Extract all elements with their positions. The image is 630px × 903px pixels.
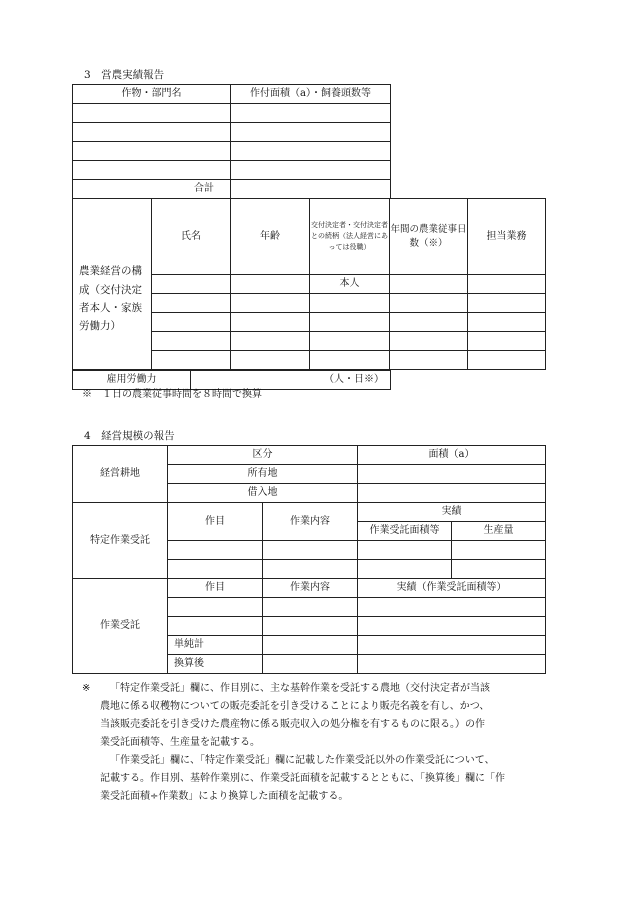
simple-total-label: 単純計 (168, 636, 263, 655)
self-label: 本人 (310, 275, 390, 294)
total-area-cell[interactable] (231, 180, 391, 199)
composition-table (72, 198, 546, 370)
note-mark: ※ (82, 683, 91, 694)
production-label: 生産量 (452, 522, 546, 541)
simple-total-cell[interactable] (358, 636, 546, 655)
col-relation: 交付決定者・交付決定者との続柄（法人経営にあっては役職） (310, 199, 390, 275)
member-name-cell[interactable] (152, 275, 231, 294)
crop-name-cell[interactable] (73, 123, 231, 142)
member-days-cell[interactable] (390, 275, 468, 294)
crop-area-cell[interactable] (231, 104, 391, 123)
crop-name-cell[interactable] (73, 161, 231, 180)
leased-area-cell[interactable] (358, 484, 546, 503)
col-name: 氏名 (152, 199, 231, 275)
crop-row (73, 123, 391, 142)
crop-header: 作物・部門名 (73, 85, 231, 104)
col-duty: 担当業務 (468, 199, 546, 275)
crop-row (73, 161, 391, 180)
crop-table (72, 84, 391, 199)
crop-row (73, 142, 391, 161)
section4-heading: 4 経営規模の報告 (84, 430, 175, 442)
result-label: 実績 (358, 503, 546, 522)
owned-area-cell[interactable] (358, 465, 546, 484)
section3-heading: 3 営農実績報告 (84, 69, 165, 81)
member-duty-cell[interactable] (468, 275, 546, 294)
contract-item-label: 作目 (168, 579, 263, 598)
composition-label: 農業経営の構成（交付決定者本人・家族労働力） (73, 199, 152, 370)
col-days: 年間の農業従事日数（※） (390, 199, 468, 275)
crop-area-cell[interactable] (231, 161, 391, 180)
crop-name-cell[interactable] (73, 104, 231, 123)
contract-work-label: 作業内容 (263, 579, 358, 598)
col-category: 区分 (168, 446, 358, 465)
section3-footnote: ※ １日の農業従事時間を８時間で換算 (82, 389, 262, 400)
total-label: 合計 (73, 180, 231, 199)
member-age-cell[interactable] (231, 275, 310, 294)
contract-label: 作業受託 (73, 579, 168, 674)
leased-label: 借入地 (168, 484, 358, 503)
specific-item-label: 作目 (168, 503, 263, 541)
area-header: 作付面積（a）・飼養頭数等 (231, 85, 391, 104)
result-area-label: 作業受託面積等 (358, 522, 452, 541)
crop-name-cell[interactable] (73, 142, 231, 161)
note-paragraph-1: 「特定作業受託」欄に、作目別に、主な基幹作業を受託する農地（交付決定者が当該 農地に係る収穫物についての販売委託を引き受けることにより販売名義を有し、かつ、 当該販売委託を引き受けた農産物に係る販売収入の処分権を有するものに限る。）の作 業受託面積等、生産量を記載する。 「作業受託」欄に、「特定作業受託」欄に記載した作業受託以外の作業受託について、 記載する。作目別、基幹作業別に、作業受託面積を記載するとともに、「換算後」欄に「作 業受託面積÷作業数」により換算した面積を記載する。 (100, 683, 505, 802)
hired-label: 雇用労働力 (73, 371, 191, 390)
converted-label: 換算後 (168, 655, 263, 674)
scale-table (72, 445, 546, 674)
hired-unit: （人・日※） (324, 374, 384, 385)
crop-area-cell[interactable] (231, 142, 391, 161)
specific-work-label: 作業内容 (263, 503, 358, 541)
farmland-label: 経営耕地 (73, 446, 168, 503)
owned-label: 所有地 (168, 465, 358, 484)
col-area: 面積（a） (358, 446, 546, 465)
converted-cell[interactable] (358, 655, 546, 674)
crop-area-cell[interactable] (231, 123, 391, 142)
specific-label: 特定作業受託 (73, 503, 168, 579)
col-age: 年齢 (231, 199, 310, 275)
crop-row (73, 104, 391, 123)
contract-result-label: 実績（作業受託面積等） (358, 579, 546, 598)
